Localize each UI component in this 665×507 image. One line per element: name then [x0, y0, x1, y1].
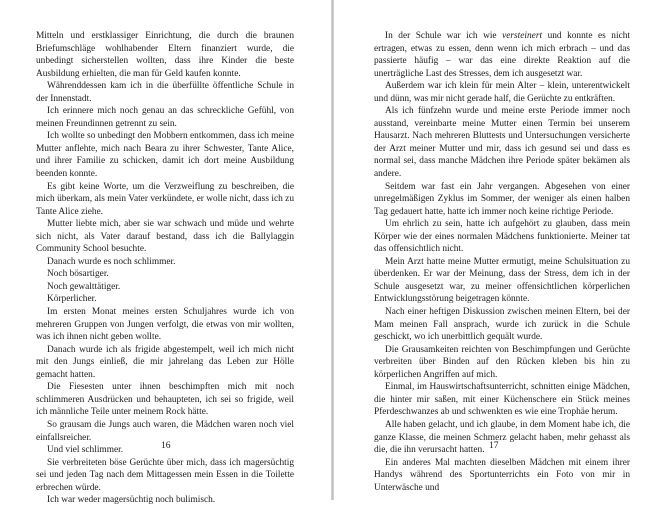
paragraph: So grausam die Jungs auch waren, die Mädchen waren noch viel einfallsreicher. — [36, 419, 294, 443]
paragraph: Mitteln und erstklassiger Einrichtung, die durch die braunen Briefumschläge wohlhabender Eltern finanziert wurde, die unbedingt sicherstellen wollten, dass ihre Kinder die beste Ausbildung erhielten, die man für Geld kaufen konnte. — [36, 31, 294, 79]
paragraph: Ein anderes Mal machten dieselben Mädchen mit einem ihrer Handys während des Sportunterrichts ein Foto von mir in Unterwäsche und — [374, 457, 630, 493]
paragraph: Als ich fünfzehn wurde und meine erste Periode immer noch ausstand, vereinbarte meine Mutter einen Termin bei unserem Hausarzt. Nach mehreren Bluttests und Untersuchungen versicherte der Arzt meiner Mutter und mir, dass ich gesund sei und dass es normal sei, dass manche Mädchen ihre Periode später bekämen als andere. — [374, 106, 630, 180]
paragraph: Noch gewalttätiger. — [47, 281, 121, 292]
emphasized-word: versteinert — [502, 31, 543, 41]
paragraph: Ich war weder magersüchtig noch bulimisch. — [47, 495, 216, 506]
paragraph: Außerdem war ich klein für mein Alter – klein, unterentwickelt und dünn, was mir nicht gerade half, die Gerüchte zu entkräften. — [374, 81, 630, 104]
paragraph: Alle haben gelacht, und ich glaube, in dem Moment habe ich, die ganze Klasse, die meinen Schmerz gelacht haben, mehr gehasst als die, die ihn verursacht hatten. — [374, 419, 630, 456]
paragraph: Mutter liebte mich, aber sie war schwach und müde und wehrte sich nicht, als Vater darauf bestand, dass ich die Ballylaggin Community School besuchte. — [36, 219, 294, 255]
paragraph: Seitdem war fast ein Jahr vergangen. Abgesehen von einer unregelmäßigen Zyklus im Sommer, der weniger als einen halben Tag gedauert hatte, hatte ich immer noch keine richtige Periode. — [374, 181, 630, 217]
paragraph-text: und konnte es nicht ertragen, etwas zu essen, denn wenn ich mich erbrach – und das passierte häufig – war das eine direkte Reaktion auf die unerträgliche Last des Stresses, dem ich ausgesetzt war. — [374, 31, 630, 79]
paragraph: Ich erinnere mich noch genau an das schreckliche Gefühl, von meinen Freundinnen getrennt zu sein. — [36, 106, 294, 129]
paragraph: Ich wollte so unbedingt den Mobbern entkommen, dass ich meine Mutter anflehte, mich nach Beara zu ihrer Schwester, Tante Alice, und ihrer Familie zu schicken, damit ich dort meine Ausbildung beenden konnte. — [36, 131, 294, 180]
paragraph: Es gibt keine Worte, um die Verzweiflung zu beschreiben, die mich überkam, als mein Vater verkündete, er wolle nicht, dass ich zu Tante Alice ziehe. — [36, 181, 294, 217]
paragraph: Sie verbreiteten böse Gerüchte über mich, dass ich magersüchtig sei und jeden Tag nach dem Mittagessen mein Essen in die Toilette erbrechen würde. — [36, 457, 294, 493]
paragraph: Währenddessen kam ich in die überfüllte öffentliche Schule in der Innenstadt. — [36, 81, 294, 104]
paragraph: Nach einer heftigen Diskussion zwischen meinen Eltern, bei der Mam meinen Fall ansprach, wurde ich zurück in die Schule geschickt, wo ich unerbittlich gequält wurde. — [374, 307, 630, 343]
paragraph: Die Fiesesten unter ihnen beschimpften mich mit noch schlimmeren Ausdrücken und behaupteten, ich sei so frigide, weil ich männliche Teile unter meinem Rock hätte. — [36, 382, 294, 418]
paragraph: Danach wurde es noch schlimmer. — [47, 256, 176, 267]
paragraph: Noch bösartiger. — [47, 269, 109, 280]
paragraph: Die Grausamkeiten reichten von Beschimpfungen und Gerüchte verbreiten über Binden auf den Rücken kleben bis hin zu körperlichen Angriffen auf mich. — [374, 344, 630, 380]
paragraph: Um ehrlich zu sein, hatte ich aufgehört zu glauben, dass mein Körper wie der eines normalen Mädchens funktionierte. Meiner tat das offensichtlich nicht. — [374, 219, 630, 255]
page-number: 17 — [489, 441, 499, 451]
left-page-text — [36, 30, 294, 507]
paragraph: Körperlicher. — [47, 294, 97, 305]
paragraph — [374, 30, 630, 80]
right-page — [334, 0, 665, 500]
paragraph: Danach wurde ich als frigide abgestempelt, weil ich mich nicht mit den Jungs einließ, die mir jahrelang das Leben zur Hölle gemacht hatten. — [36, 344, 294, 380]
right-page-text — [374, 30, 630, 494]
paragraph-text: In der Schule war ich wie — [385, 31, 503, 41]
paragraph: Mein Arzt hatte meine Mutter ermutigt, meine Schulsituation zu überdenken. Er war der Meinung, dass der Stress, dem ich in der Schule ausgesetzt war, zu meiner offensichtlichen körperlichen Entwicklungsstörung beigetragen könnte. — [374, 256, 630, 305]
paragraph: Und viel schlimmer. — [47, 445, 124, 456]
paragraph: Im ersten Monat meines ersten Schuljahres wurde ich von mehreren Gruppen von Jungen verfolgt, die etwas von mir wollten, was ich ihnen nicht geben wollte. — [36, 307, 294, 343]
page-number: 16 — [161, 441, 171, 451]
left-page — [0, 0, 331, 506]
paragraph: Einmal, im Hauswirtschaftsunterricht, schnitten einige Mädchen, die hinter mir saßen, mit einer Küchenschere ein Stück meines Pferdeschwanzes ab und schwenkten es wie eine Trophäe herum. — [374, 382, 630, 418]
